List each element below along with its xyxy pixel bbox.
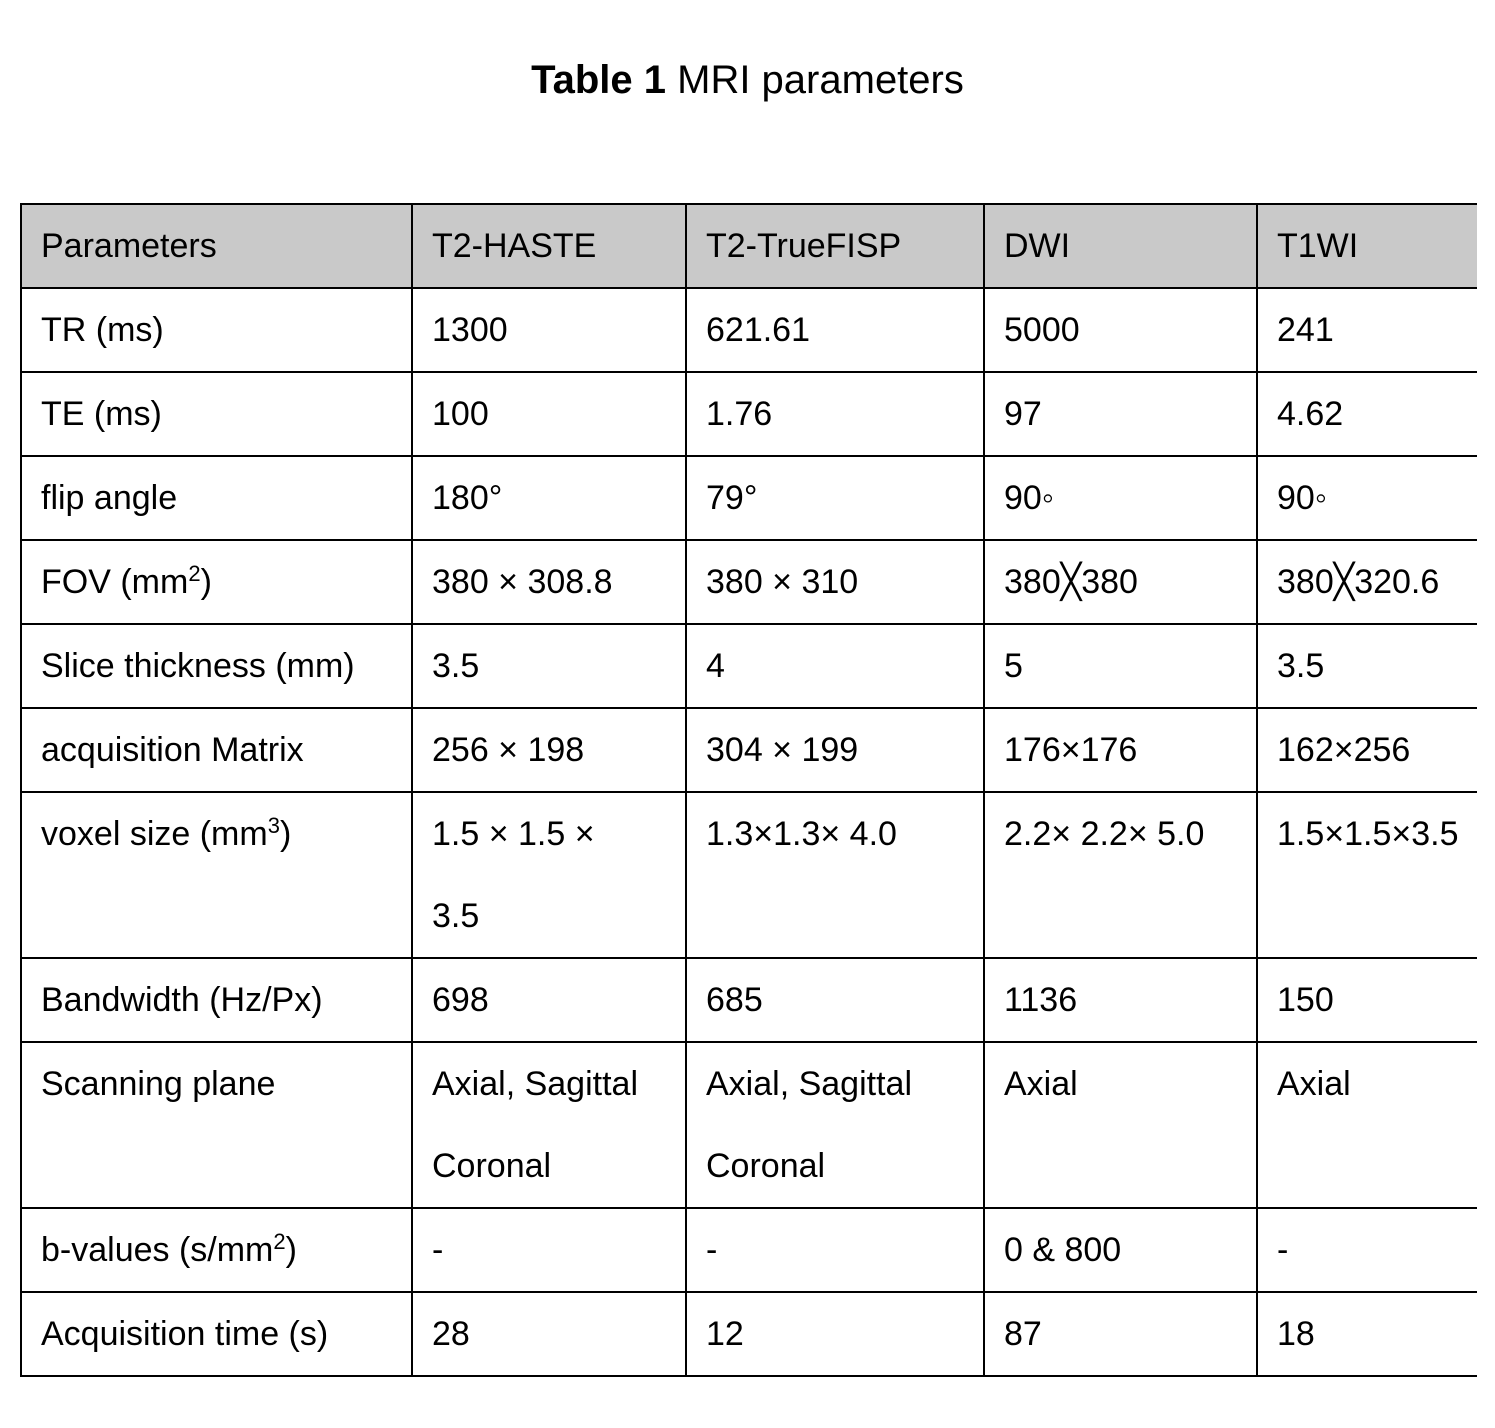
value-cell: 3.5 [412, 624, 686, 708]
value-cell: 1.5×1.5×3.5 [1257, 792, 1477, 958]
mri-parameters-table [20, 203, 1477, 1377]
table-row [21, 288, 1477, 372]
value-cell: 380 × 308.8 [412, 540, 686, 624]
table-row [21, 792, 1477, 958]
header-cell-dwi: DWI [984, 204, 1257, 288]
param-cell: voxel size $(mm^3)$ [21, 792, 412, 958]
header-cell-t1wi: T1WI [1257, 204, 1477, 288]
value-cell: 621.61 [686, 288, 984, 372]
table-number: Table 1 [531, 58, 666, 102]
value-cell: 0 & 800 [984, 1208, 1257, 1292]
value-cell: - [686, 1208, 984, 1292]
value-cell: 87 [984, 1292, 1257, 1376]
param-cell: TR (ms) [21, 288, 412, 372]
value-cell: 176×176 [984, 708, 1257, 792]
value-cell: 97 [984, 372, 1257, 456]
value-cell: 162×256 [1257, 708, 1477, 792]
header-cell-t2-haste: T2-HASTE [412, 204, 686, 288]
value-cell: 1.3×1.3× 4.0 [686, 792, 984, 958]
value-cell: - [1257, 1208, 1477, 1292]
value-cell: 380╳320.6 [1257, 540, 1477, 624]
table-header-row [21, 204, 1477, 288]
value-cell: 90◦ [984, 456, 1257, 540]
header-cell-parameters: Parameters [21, 204, 412, 288]
value-cell: 1300 [412, 288, 686, 372]
value-cell: 150 [1257, 958, 1477, 1042]
value-cell: 5 [984, 624, 1257, 708]
value-cell: 4.62 [1257, 372, 1477, 456]
value-cell: 90◦ [1257, 456, 1477, 540]
value-cell: 79° [686, 456, 984, 540]
table-title [0, 56, 1495, 104]
param-cell: acquisition Matrix [21, 708, 412, 792]
value-cell: 380 × 310 [686, 540, 984, 624]
value-cell: Axial [984, 1042, 1257, 1208]
value-cell: 304 × 199 [686, 708, 984, 792]
param-cell: Bandwidth (Hz/Px) [21, 958, 412, 1042]
value-cell: 256 × 198 [412, 708, 686, 792]
value-cell: 698 [412, 958, 686, 1042]
value-cell: Axial, Sagittal Coronal [412, 1042, 686, 1208]
value-cell: 100 [412, 372, 686, 456]
table-row [21, 958, 1477, 1042]
value-cell: 180° [412, 456, 686, 540]
table-row [21, 1208, 1477, 1292]
param-cell: FOV $(mm^2)$ [21, 540, 412, 624]
table-row [21, 624, 1477, 708]
header-cell-t2-truefisp: T2-TrueFISP [686, 204, 984, 288]
value-cell: 685 [686, 958, 984, 1042]
param-cell: TE (ms) [21, 372, 412, 456]
value-cell: 1136 [984, 958, 1257, 1042]
value-cell: 4 [686, 624, 984, 708]
table-row [21, 372, 1477, 456]
value-cell: 3.5 [1257, 624, 1477, 708]
value-cell: 1.76 [686, 372, 984, 456]
param-cell: Scanning plane [21, 1042, 412, 1208]
table-caption: MRI parameters [677, 58, 964, 102]
param-cell: flip angle [21, 456, 412, 540]
table-row [21, 1292, 1477, 1376]
table-row [21, 1042, 1477, 1208]
value-cell: 380╳380 [984, 540, 1257, 624]
table-row [21, 456, 1477, 540]
table-row [21, 540, 1477, 624]
value-cell: 18 [1257, 1292, 1477, 1376]
value-cell: 1.5 × 1.5 × 3.5 [412, 792, 686, 958]
param-cell: Slice thickness (mm) [21, 624, 412, 708]
value-cell: 28 [412, 1292, 686, 1376]
value-cell: 241 [1257, 288, 1477, 372]
value-cell: 12 [686, 1292, 984, 1376]
value-cell: Axial [1257, 1042, 1477, 1208]
param-cell: b-values $(s/mm^2)$ [21, 1208, 412, 1292]
value-cell: 2.2× 2.2× 5.0 [984, 792, 1257, 958]
value-cell: Axial, Sagittal Coronal [686, 1042, 984, 1208]
table-row [21, 708, 1477, 792]
value-cell: - [412, 1208, 686, 1292]
param-cell: Acquisition time (s) [21, 1292, 412, 1376]
value-cell: 5000 [984, 288, 1257, 372]
